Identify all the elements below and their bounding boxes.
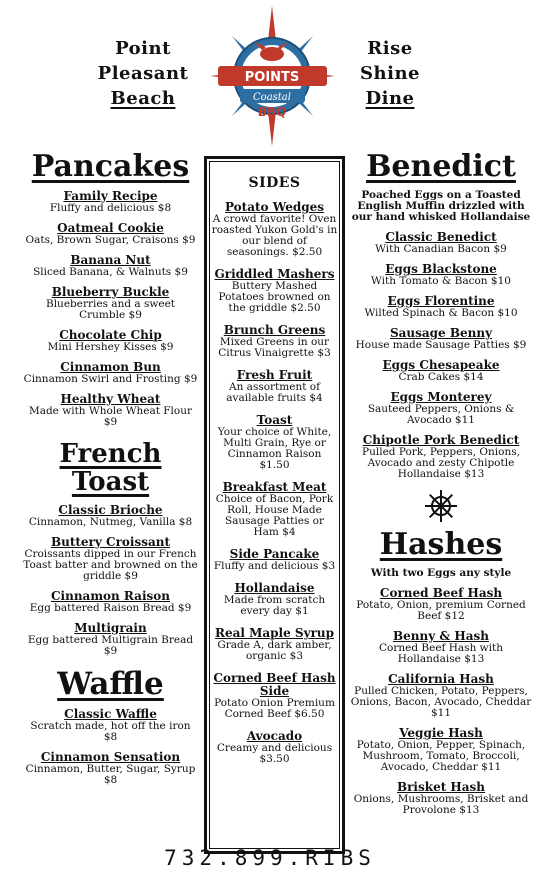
shore-points-logo	[210, 6, 335, 146]
menu-item-name: Real Maple Syrup	[214, 626, 334, 640]
menu-item-description: Sliced Banana, & Walnuts $9	[33, 266, 188, 278]
menu-item	[207, 672, 342, 720]
menu-item-name: Brunch Greens	[223, 323, 326, 337]
benedict-list	[350, 231, 532, 480]
menu-item	[350, 359, 532, 383]
menu-item-name: Corned Beef Hash Side	[213, 671, 336, 698]
menu-item-description: Oats, Brown Sugar, Craisons $9	[25, 234, 196, 246]
menu-item-description: Potato, Onion, Pepper, Spinach, Mushroom, Tomato, Broccoli, Avocado, Cheddar $11	[356, 739, 526, 773]
menu-item	[350, 781, 532, 816]
menu-item	[23, 286, 198, 321]
benedict-intro: Poached Eggs on a Toasted English Muffin drizzled with our hand whisked Hollandaise	[351, 189, 531, 223]
menu-item-name: Sausage Benny	[389, 326, 493, 340]
menu-item-description: Potato Onion Premium Corned Beef $6.50	[214, 697, 335, 720]
menu-item-name: Chipotle Pork Benedict	[362, 433, 520, 447]
section-title-french-toast	[23, 440, 198, 496]
menu-item	[23, 329, 198, 353]
menu-item-description: Cinnamon, Nutmeg, Vanilla $8	[28, 516, 193, 528]
menu-item-name: Benny & Hash	[393, 629, 489, 643]
menu-item-name: Griddled Mashers	[214, 267, 335, 281]
menu-item-name: Buttery Croissant	[50, 535, 171, 549]
menu-item-description: Made from scratch every day $1	[223, 594, 326, 617]
header-line: Rise	[367, 38, 413, 59]
menu-item	[350, 391, 532, 426]
menu-item-description: Fluffy and delicious $3	[213, 560, 336, 572]
menu-item-name: Eggs Monterey	[390, 390, 492, 404]
menu-item	[23, 504, 198, 528]
menu-item-description: Scratch made, hot off the iron $8	[30, 720, 191, 743]
menu-item-description: Corned Beef Hash with Hollandaise $13	[378, 642, 503, 665]
menu-item	[207, 627, 342, 662]
menu-item	[350, 263, 532, 287]
menu-item-description: Potato, Onion, premium Corned Beef $12	[356, 599, 526, 622]
menu-item-description: Onions, Mushrooms, Brisket and Provolone $13	[353, 793, 529, 816]
header-line: Pleasant	[97, 63, 189, 84]
menu-item-name: Chocolate Chip	[59, 328, 162, 342]
menu-item	[23, 190, 198, 214]
menu-item-description: Choice of Bacon, Pork Roll, House Made Sausage Patties or Ham $4	[215, 493, 334, 538]
menu-item	[23, 536, 198, 582]
sides-box	[204, 156, 345, 854]
menu-item-name: Oatmeal Cookie	[57, 221, 164, 235]
section-title-hashes: Hashes	[379, 527, 503, 562]
sides-list	[207, 201, 342, 765]
menu-item	[23, 361, 198, 385]
menu-item-name: Healthy Wheat	[60, 392, 161, 406]
menu-item	[207, 201, 342, 258]
menu-item-name: Cinnamon Raison	[50, 589, 170, 603]
menu-item-description: Croissants dipped in our French Toast batter and browned on the griddle $9	[23, 548, 198, 582]
menu-item-description: A crowd favorite! Oven roasted Yukon Gold's in our blend of seasonings. $2.50	[211, 213, 338, 258]
menu-item-name: Avocado	[246, 729, 303, 743]
menu-item-name: Classic Benedict	[385, 230, 497, 244]
menu-item-description: Grade A, dark amber, organic $3	[217, 639, 332, 662]
menu-item-name: Eggs Blackstone	[385, 262, 497, 276]
menu-item-name: Hollandaise	[234, 581, 315, 595]
menu-item-name: Classic Brioche	[58, 503, 163, 517]
menu-item	[23, 590, 198, 614]
menu-item-description: With Tomato & Bacon $10	[371, 275, 511, 287]
hashes-intro: With two Eggs any style	[370, 567, 512, 579]
menu-item	[350, 231, 532, 255]
menu-item-name: Veggie Hash	[399, 726, 483, 740]
menu-item-description: Buttery Mashed Potatoes browned on the griddle $2.50	[218, 280, 331, 314]
menu-item-description: Egg battered Multigrain Bread $9	[27, 634, 194, 657]
header-location	[78, 36, 208, 111]
menu-item-name: Corned Beef Hash	[379, 586, 503, 600]
menu-item	[350, 295, 532, 319]
menu-item-name: Potato Wedges	[224, 200, 325, 214]
menu-item	[207, 268, 342, 314]
menu-item	[207, 324, 342, 359]
menu-item	[23, 254, 198, 278]
menu-item	[207, 369, 342, 404]
menu-item	[350, 727, 532, 773]
french-toast-list	[23, 504, 198, 657]
logo-bbq: BBQ	[257, 105, 287, 119]
menu-item-name: Cinnamon Bun	[60, 360, 161, 374]
menu-item-name: Blueberry Buckle	[51, 285, 170, 299]
header-line: Point	[115, 38, 171, 59]
menu-item	[207, 481, 342, 538]
menu-item-description: Fluffy and delicious $8	[49, 202, 172, 214]
right-column	[350, 149, 532, 816]
menu-item-description: Mini Hershey Kisses $9	[47, 341, 174, 353]
phone-number: 732.899.RIBS	[164, 846, 376, 870]
menu-item-description: Pulled Pork, Peppers, Onions, Avocado and zesty Chipotle Hollandaise $13	[362, 446, 520, 480]
menu-item-name: Side Pancake	[229, 547, 320, 561]
menu-item-description: An assortment of available fruits $4	[226, 381, 323, 404]
header-line: Shine	[360, 63, 420, 84]
menu-item	[207, 548, 342, 572]
menu-item-name: Classic Waffle	[64, 707, 157, 721]
menu-item	[207, 582, 342, 617]
menu-item	[350, 327, 532, 351]
menu-item-description: Made with Whole Wheat Flour $9	[28, 405, 193, 428]
menu-item-name: Breakfast Meat	[222, 480, 327, 494]
waffle-list	[23, 708, 198, 786]
menu-item-description: Creamy and delicious $3.50	[216, 742, 333, 765]
menu-item-name: Cinnamon Sensation	[40, 750, 181, 764]
menu-item-name: Eggs Chesapeake	[382, 358, 500, 372]
menu-item	[350, 630, 532, 665]
menu-item	[350, 587, 532, 622]
menu-item-description: Blueberries and a sweet Crumble $9	[45, 298, 176, 321]
menu-item	[23, 222, 198, 246]
hashes-list	[350, 587, 532, 816]
menu-item	[207, 414, 342, 471]
section-title-sides: SIDES	[248, 175, 301, 191]
header-line: Dine	[365, 88, 415, 109]
menu-item	[23, 708, 198, 743]
menu-item	[350, 434, 532, 480]
section-title-pancakes: Pancakes	[31, 149, 190, 184]
pancake-list	[23, 190, 198, 428]
left-column	[23, 149, 198, 786]
section-title-benedict: Benedict	[366, 149, 516, 184]
menu-item-description: Your choice of White, Multi Grain, Rye or Cinnamon Raison $1.50	[217, 426, 332, 471]
title-line: French	[59, 439, 162, 469]
menu-item-description: Sauteed Peppers, Onions & Avocado $11	[367, 403, 515, 426]
menu-item-description: Pulled Chicken, Potato, Peppers, Onions, Bacon, Avocado, Cheddar $11	[350, 685, 532, 719]
menu-item-name: California Hash	[388, 672, 494, 686]
menu-item-name: Family Recipe	[63, 189, 158, 203]
menu-item-description: Mixed Greens in our Citrus Vinaigrette $3	[218, 336, 331, 359]
logo-text: POINTS	[244, 70, 300, 85]
menu-item	[350, 673, 532, 719]
header-slogan	[340, 36, 440, 111]
ship-wheel-icon	[423, 488, 459, 524]
menu-item-name: Multigrain	[74, 621, 147, 635]
menu-item-description: Egg battered Raison Bread $9	[29, 602, 192, 614]
title-line: Toast	[71, 467, 150, 497]
logo-subtext: Coastal	[253, 92, 291, 103]
menu-item	[23, 751, 198, 786]
menu-item-description: Wilted Spinach & Bacon $10	[364, 307, 518, 319]
menu-item-name: Fresh Fruit	[236, 368, 313, 382]
menu-item-name: Toast	[256, 413, 293, 427]
menu-item-name: Eggs Florentine	[387, 294, 495, 308]
menu-item-description: With Canadian Bacon $9	[375, 243, 507, 255]
menu-item-name: Banana Nut	[70, 253, 151, 267]
header-line: Beach	[110, 88, 176, 109]
menu-item-name: Brisket Hash	[396, 780, 486, 794]
menu-item-description: Cinnamon Swirl and Frosting $9	[23, 373, 198, 385]
menu-item-description: Crab Cakes $14	[398, 371, 484, 383]
menu-item	[207, 730, 342, 765]
menu-item-description: House made Sausage Patties $9	[355, 339, 527, 351]
menu-item-description: Cinnamon, Butter, Sugar, Syrup $8	[25, 763, 196, 786]
section-title-waffle: Waffle	[57, 666, 164, 702]
menu-item	[23, 622, 198, 657]
menu-item	[23, 393, 198, 428]
